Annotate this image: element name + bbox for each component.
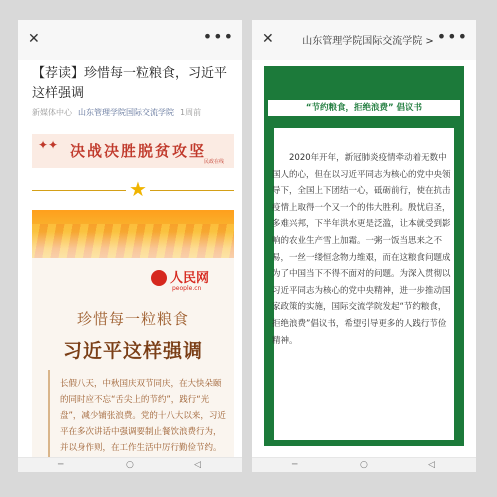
- poster-subtitle: 珍惜每一粒粮食: [76, 310, 189, 328]
- home-icon[interactable]: ○: [126, 460, 134, 470]
- logo-url: people.cn: [172, 285, 202, 292]
- banner-slogan: 决战决胜脱贫攻坚: [70, 142, 207, 160]
- source-label: 新媒体中心: [32, 108, 72, 117]
- top-bar: [252, 20, 476, 60]
- banner-note: 民政在线: [203, 159, 224, 165]
- right-article-screen: [252, 20, 476, 472]
- initiative-title: “节约粮食，拒绝浪费” 倡议书: [268, 100, 460, 116]
- article-poster: [32, 258, 234, 458]
- home-icon[interactable]: ○: [360, 460, 368, 470]
- slogan-banner: [32, 134, 234, 168]
- left-article-screen: [18, 20, 242, 472]
- publish-time: 1周前: [180, 108, 202, 117]
- back-icon[interactable]: ◁: [428, 460, 435, 470]
- close-icon[interactable]: ✕: [262, 31, 274, 47]
- article-meta: [32, 107, 236, 118]
- poster-body-text: 长假八天，中秋国庆双节同庆，在大快朵颐的同时应不忘“舌尖上的节约”，践行“光盘”，减少铺张浪费。党的十八大以来，习近平在多次讲话中强调要制止餐饮浪费行为，并以身作则，在工作生活中厉行勤俭节约。: [60, 379, 226, 453]
- star-icon: ★: [126, 178, 150, 200]
- bottom-nav-bar: [18, 457, 242, 472]
- top-bar: [18, 20, 242, 60]
- article-title: 【荐读】珍惜每一粒粮食，习近平这样强调: [32, 66, 228, 101]
- poster-body: [48, 370, 230, 458]
- initiative-text: 2020年开年，新冠肺炎疫情牵动着无数中国人的心，但在以习近平同志为核心的党中央领导下，全国上下团结一心，砥砺前行，使在抗击疫情上取得一个又一个的伟大胜利。殷忧启圣，多难兴邦，下半年洪水更是泛滥，让本就受到影响的农业生产雪上加霜。一粥一饭当思来之不易，一丝一缕恒念物力维艰，而在这粮食问题成为了中国当下不得不面对的问题。为深入贯彻以习近平同志为核心的党中央精神，进一步推动国家政策的实施，国际交流学院发起“节约粮食，拒绝浪费”倡议书，希望引导更多的人践行节俭精神。: [272, 153, 451, 346]
- bottom-nav-bar: [252, 457, 476, 472]
- flames-decoration: [32, 210, 234, 258]
- close-icon[interactable]: ✕: [28, 31, 40, 47]
- people-logo-icon: [151, 270, 167, 286]
- menu-icon[interactable]: ─: [58, 460, 64, 470]
- account-name[interactable]: 山东管理学院国际交流学院 >: [302, 36, 434, 47]
- poster-headline: 习近平这样强调: [62, 340, 203, 362]
- back-icon[interactable]: ◁: [194, 460, 201, 470]
- menu-icon[interactable]: ─: [292, 460, 298, 470]
- more-icon[interactable]: •••: [202, 27, 234, 46]
- more-icon[interactable]: •••: [436, 27, 468, 46]
- account-link[interactable]: 山东管理学院国际交流学院: [78, 108, 174, 117]
- birds-icon: ✦✦: [38, 138, 59, 152]
- logo-name: 人民网: [170, 271, 210, 286]
